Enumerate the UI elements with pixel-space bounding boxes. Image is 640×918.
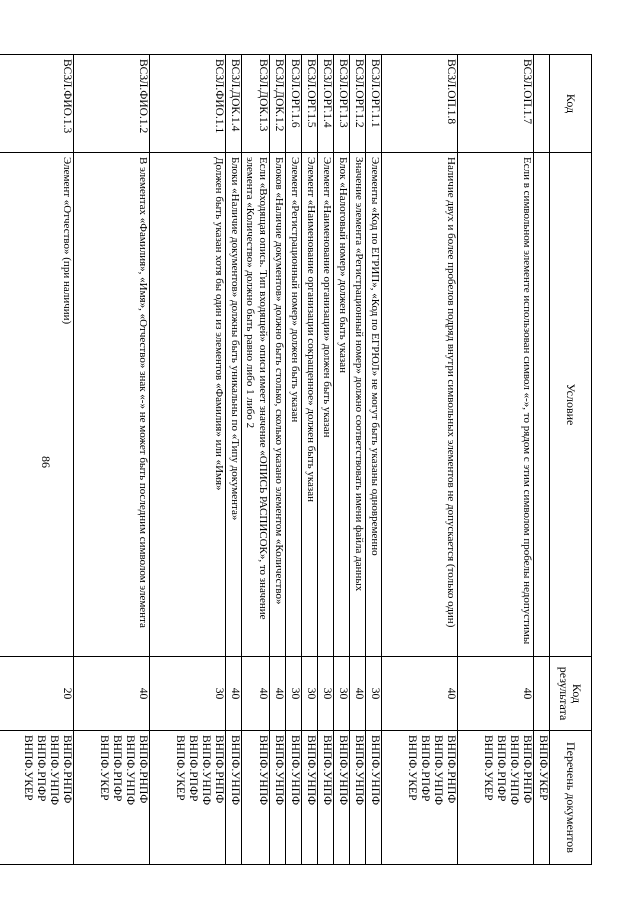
document-code: ВНПФ.РПФР (35, 735, 47, 802)
rule-condition: Значение элемента «Регистрационный номер» должно соответствовать имени файла данных (350, 153, 366, 657)
document-code: ВНПФ.УНПФ (289, 735, 301, 806)
result-code: 30 (286, 657, 302, 731)
document-code: ВНПФ.РНПФ (213, 735, 225, 804)
table-header-row (550, 55, 592, 865)
header-result-code: Код результата (550, 657, 592, 731)
result-code: 40 (350, 657, 366, 731)
continuation-row (534, 55, 550, 865)
result-code: 30 (302, 657, 318, 731)
header-condition: Условие (550, 153, 592, 657)
continuation-docs: ВНПФ.УКЕР (534, 731, 550, 865)
rule-code: ВСЗЛ.ОРГ.1.6 (286, 55, 302, 153)
table-row (458, 55, 534, 865)
rule-condition: Блоков «Наличие документов» должно быть столько, сколько указано элементом «Количество» (270, 153, 286, 657)
rule-condition: Если в символьном элементе использован символ «-», то рядом с этим символом пробелы недопустимы (458, 153, 534, 657)
rule-code: ВСЗЛ.ОП.1.8 (382, 55, 458, 153)
rule-code: ВСЗЛ.ДОК.1.4 (226, 55, 242, 153)
rule-code: ВСЗЛ.ОРГ.1.3 (334, 55, 350, 153)
document-list (458, 731, 534, 865)
document-code: ВНПФ.РПФР (187, 735, 199, 802)
rule-code: ВСЗЛ.ОРГ.1.1 (366, 55, 382, 153)
table-body (0, 55, 534, 865)
result-code: 30 (318, 657, 334, 731)
document-code: ВНПФ.УНПФ (508, 735, 520, 806)
table-row (382, 55, 458, 865)
rule-condition: Блоки «Наличие документов» должны быть уникальны по «Типу документа» (226, 153, 242, 657)
table-row (286, 55, 302, 865)
document-code: ВНПФ.УНПФ (200, 735, 212, 806)
rule-code: ВСЗЛ.ДОК.1.2 (270, 55, 286, 153)
document-code: ВНПФ.УНПФ (48, 735, 60, 806)
document-list (150, 731, 226, 865)
rule-condition: Наличие двух и более пробелов подряд внутри символьных элементов не допускается (только один) (382, 153, 458, 657)
document-code: ВНПФ.УКЕР (482, 735, 494, 801)
document-list (74, 731, 150, 865)
document-code: ВНПФ.РНПФ (61, 735, 73, 804)
rule-condition: Элемент «Наименование организации» должен быть указан (318, 153, 334, 657)
document-code: ВНПФ.РПФР (495, 735, 507, 802)
document-list (302, 731, 318, 865)
rule-code: ВСЗЛ.ФИО.1.1 (150, 55, 226, 153)
rule-condition: Элемент «Наименование организации сокращенное» должен быть указан (302, 153, 318, 657)
document-list (350, 731, 366, 865)
table-row (226, 55, 242, 865)
validation-rules-table (0, 54, 592, 865)
document-code: ВНПФ.УНПФ (273, 735, 285, 806)
document-code: ВНПФ.УНПФ (305, 735, 317, 806)
document-code: ВНПФ.УНПФ (257, 735, 269, 806)
table-row (302, 55, 318, 865)
document-list (270, 731, 286, 865)
document-code: ВНПФ.УНПФ (124, 735, 136, 806)
rule-code: ВСЗЛ.ФИО.1.2 (74, 55, 150, 153)
document-code: ВНПФ.УКЕР (98, 735, 110, 801)
document-code: ВНПФ.УНПФ (353, 735, 365, 806)
rule-code: ВСЗЛ.ОРГ.1.4 (318, 55, 334, 153)
result-code: 40 (226, 657, 242, 731)
page-number: 86 (39, 456, 53, 468)
result-code: 30 (366, 657, 382, 731)
document-list (242, 731, 270, 865)
result-code: 40 (242, 657, 270, 731)
rule-condition: В элементах «Фамилия», «Имя», «Отчество» знак «-» не может быть последним символом элемента (74, 153, 150, 657)
document-code: ВНПФ.УНПФ (229, 735, 241, 806)
table-row (150, 55, 226, 865)
document-list (366, 731, 382, 865)
document-code: ВНПФ.УНПФ (369, 735, 381, 806)
result-code: 30 (334, 657, 350, 731)
rule-condition: Элемент «Отчество» (при наличии) (0, 153, 74, 657)
header-code: Код (550, 55, 592, 153)
table-row (242, 55, 270, 865)
rule-code: ВСЗЛ.ОРГ.1.2 (350, 55, 366, 153)
rule-code: ВСЗЛ.ФИО.1.3 (0, 55, 74, 153)
rule-condition: Элемент «Регистрационный номер» должен быть указан (286, 153, 302, 657)
header-documents: Перечень документов (550, 731, 592, 865)
result-code: 40 (382, 657, 458, 731)
table-row (0, 55, 74, 865)
rule-condition: Элементы «Код по ЕГРИП», «Код по ЕГРЮЛ» не могут быть указаны одновременно (366, 153, 382, 657)
document-code: ВНПФ.УКЕР (406, 735, 418, 801)
document-code: ВНПФ.РНПФ (137, 735, 149, 804)
result-code: 20 (0, 657, 74, 731)
rule-condition: Должен быть указан хотя бы один из элементов «Фамилия» или «Имя» (150, 153, 226, 657)
rule-code: ВСЗЛ.ОП.1.7 (458, 55, 534, 153)
document-code: ВНПФ.УКЕР (22, 735, 34, 801)
rule-condition: Если «Входящая опись. Тип входящей» описи имеет значение «ОПИСЬ РАСПИСОК», то значение элемента «Количество» должно быть равно либо 1 либо 2 (242, 153, 270, 657)
document-code: ВНПФ.РПФР (419, 735, 431, 802)
document-code: ВНПФ.РНПФ (521, 735, 533, 804)
table-row (74, 55, 150, 865)
result-code: 40 (74, 657, 150, 731)
rule-condition: Блок «Налоговый номер» должен быть указан (334, 153, 350, 657)
result-code: 40 (270, 657, 286, 731)
table-row (366, 55, 382, 865)
document-code: ВНПФ.РНПФ (445, 735, 457, 804)
table-row (318, 55, 334, 865)
result-code: 40 (458, 657, 534, 731)
document-code: ВНПФ.РПФР (111, 735, 123, 802)
document-list (226, 731, 242, 865)
rule-code: ВСЗЛ.ОРГ.1.5 (302, 55, 318, 153)
document-list (334, 731, 350, 865)
document-list (382, 731, 458, 865)
document-list (0, 731, 74, 865)
document-code: ВНПФ.УКЕР (174, 735, 186, 801)
result-code: 30 (150, 657, 226, 731)
document-code: ВНПФ.УНПФ (337, 735, 349, 806)
table-row (350, 55, 366, 865)
document-list (318, 731, 334, 865)
document-code: ВНПФ.УНПФ (432, 735, 444, 806)
table-row (334, 55, 350, 865)
document-list (286, 731, 302, 865)
document-code: ВНПФ.УНПФ (321, 735, 333, 806)
table-row (270, 55, 286, 865)
rule-code: ВСЗЛ.ДОК.1.3 (242, 55, 270, 153)
